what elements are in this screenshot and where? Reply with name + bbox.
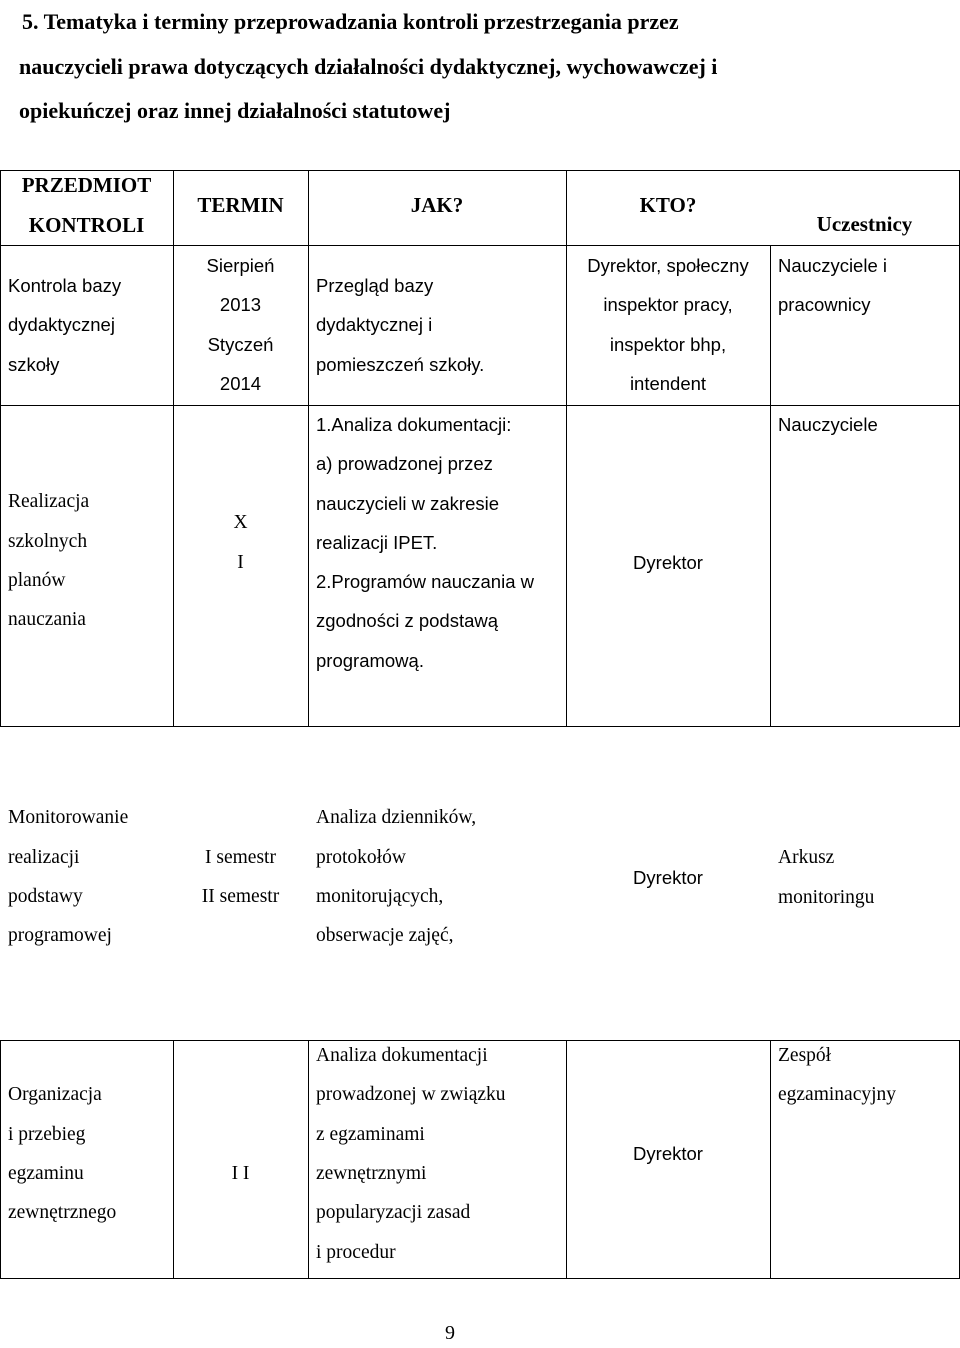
table-col-line-4b — [770, 1040, 771, 1278]
header-subject — [0, 166, 173, 245]
row1-subject — [8, 266, 173, 384]
table-border-bottom-2 — [0, 1278, 960, 1279]
table-col-line-0b — [0, 1040, 1, 1278]
table-cell-line: I — [237, 551, 244, 573]
header-participants-label: Uczestnicy — [816, 212, 913, 237]
header-subject-line: PRZEDMIOT — [21, 173, 152, 198]
table-row-divider-2 — [0, 726, 960, 727]
table-cell-line: szkolnych — [8, 530, 88, 552]
row3-participants — [778, 838, 958, 917]
table-cell-line: zewnętrznymi — [316, 1163, 427, 1184]
table-cell-line: Arkusz — [778, 847, 835, 869]
row4-subject — [8, 1075, 173, 1233]
table-cell-line: intendent — [629, 372, 707, 394]
row3-how — [316, 798, 564, 956]
row2-subject — [8, 482, 173, 640]
header-term — [173, 168, 308, 243]
table-cell-line: Organizacja — [8, 1084, 102, 1106]
table-cell-line: realizacji IPET. — [316, 531, 438, 553]
row3-term — [173, 818, 308, 936]
row3-subject — [8, 798, 173, 956]
heading-line-3: opiekuńczej oraz innej działalności statutowej — [19, 98, 451, 123]
table-cell-line: prowadzonej w związku — [316, 1084, 506, 1106]
table-col-line-0 — [0, 170, 1, 726]
header-who-label: KTO? — [639, 192, 697, 217]
table-cell-line: protokołów — [316, 846, 406, 868]
table-cell-line: 2014 — [219, 372, 262, 394]
table-cell-line: I I — [231, 1163, 250, 1185]
table-cell-line: Dyrektor — [633, 867, 703, 889]
table-cell-line: pomieszczeń szkoły. — [316, 353, 485, 375]
table-cell-line: 2.Programów nauczania w — [316, 571, 534, 593]
table-cell-line: 2013 — [219, 294, 262, 316]
row2-who — [566, 543, 770, 583]
row1-participants — [778, 246, 958, 403]
table-col-line-4 — [770, 245, 771, 726]
table-cell-line: Nauczyciele i — [778, 255, 887, 276]
heading-line-1: 5. Tematyka i terminy przeprowadzania kontroli przestrzegania przez — [22, 9, 679, 34]
table-cell-line: podstawy — [8, 886, 83, 907]
page-number: 9 — [445, 1322, 455, 1344]
row4-term — [173, 1154, 308, 1194]
table-cell-line: egzaminacyjny — [778, 1084, 897, 1106]
table-cell-line: zewnętrznego — [8, 1202, 117, 1224]
header-participants — [770, 205, 959, 245]
table-col-line-2 — [308, 170, 309, 726]
heading-line-2: nauczycieli prawa dotyczących działalności dydaktycznej, wychowawczej i — [19, 53, 718, 79]
table-cell-line: inspektor bhp, — [609, 333, 727, 355]
table-cell-line: pracownicy — [778, 294, 871, 316]
header-term-label: TERMIN — [197, 192, 284, 217]
table-cell-line: monitoringu — [778, 886, 875, 908]
table-cell-line: inspektor pracy, — [603, 294, 733, 316]
table-cell-line: Dyrektor, społeczny — [587, 254, 749, 276]
header-who — [566, 168, 770, 243]
table-cell-line: 1.Analiza dokumentacji: — [316, 414, 512, 435]
table-col-line-2b — [308, 1040, 309, 1278]
table-cell-line: szkoły — [8, 353, 60, 375]
table-cell-line: Monitorowanie — [8, 807, 129, 829]
row4-how — [316, 1036, 564, 1272]
table-cell-line: egzaminu — [8, 1163, 84, 1184]
table-cell-line: II semestr — [201, 886, 280, 907]
row1-who — [566, 246, 770, 403]
table-cell-line: programowej — [8, 925, 112, 947]
table-cell-line: realizacji — [8, 846, 80, 868]
table-cell-line: I semestr — [205, 846, 276, 868]
table-cell-line: zgodności z podstawą — [316, 610, 499, 632]
header-subject-line: KONTROLI — [28, 212, 145, 237]
table-cell-line: Przegląd bazy — [316, 275, 434, 297]
table-cell-line: Dyrektor — [633, 552, 703, 574]
table-cell-line: Analiza dzienników, — [316, 807, 477, 829]
row2-participants — [778, 405, 958, 445]
table-cell-line: dydaktycznej — [8, 314, 115, 336]
table-cell-line: i procedur — [316, 1241, 396, 1263]
table-cell-line: monitorujących, — [316, 886, 444, 907]
table-cell-line: z egzaminami — [316, 1123, 425, 1145]
table-cell-line: programową. — [316, 649, 424, 671]
table-cell-line: Sierpień — [206, 254, 275, 276]
header-how-label: JAK? — [410, 192, 464, 217]
table-cell-line: Nauczyciele — [778, 414, 878, 435]
table-cell-line: obserwacje zajęć, — [316, 925, 454, 947]
row1-term — [173, 246, 308, 403]
table-cell-line: popularyzacji zasad — [316, 1202, 471, 1224]
row2-term — [173, 503, 308, 582]
row4-who — [566, 1134, 770, 1174]
row1-how — [316, 266, 564, 384]
table-cell-line: planów — [8, 570, 66, 591]
table-cell-line: nauczania — [8, 609, 86, 631]
table-cell-line: dydaktycznej i — [316, 314, 433, 336]
table-cell-line: a) prowadzonej przez — [316, 453, 493, 475]
table-cell-line: Kontrola bazy — [8, 275, 122, 297]
row3-who — [566, 858, 770, 898]
table-cell-line: Analiza dokumentacji — [316, 1045, 488, 1067]
table-cell-line: Dyrektor — [633, 1143, 703, 1165]
table-cell-line: nauczycieli w zakresie — [316, 492, 500, 514]
table-cell-line: i przebieg — [8, 1123, 86, 1145]
row4-participants — [778, 1036, 958, 1115]
table-cell-line: Styczeń — [207, 333, 274, 355]
table-cell-line: Realizacja — [8, 491, 90, 513]
row2-how — [316, 405, 564, 725]
table-cell-line: Zespół — [778, 1045, 832, 1066]
header-how — [308, 168, 566, 243]
table-cell-line: X — [233, 512, 248, 534]
